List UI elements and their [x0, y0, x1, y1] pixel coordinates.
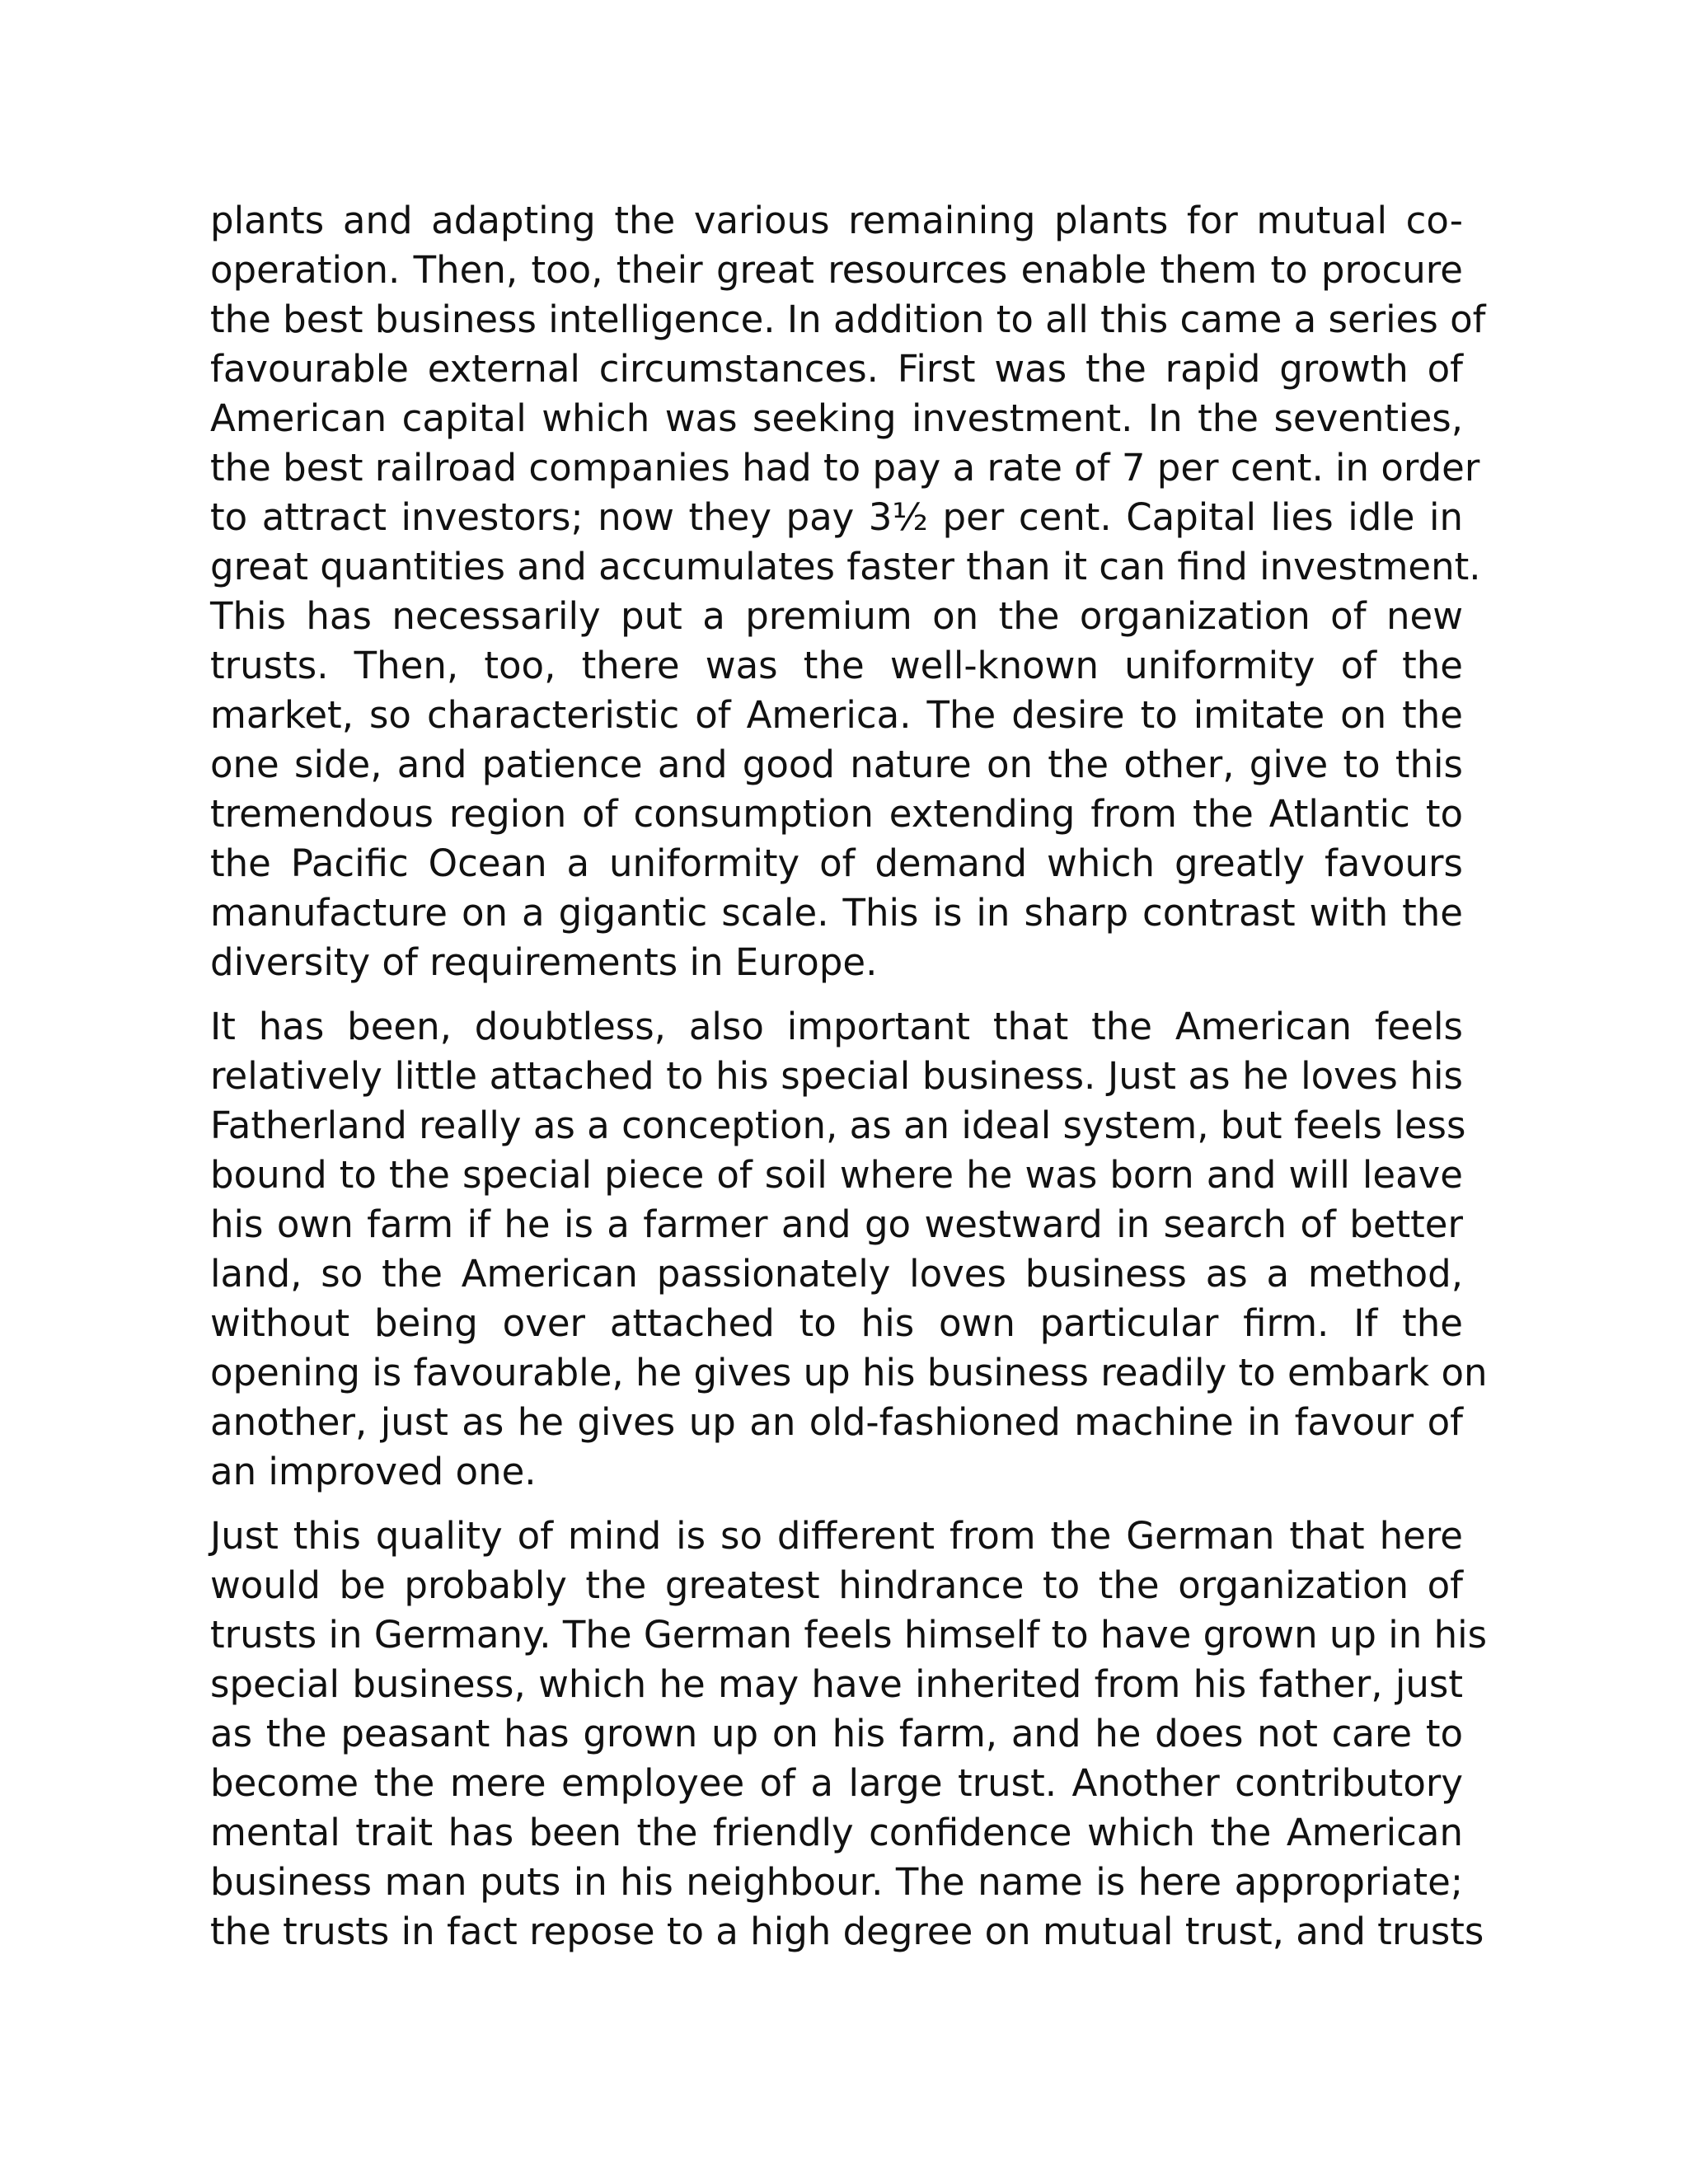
text-line: bound to the special piece of soil where he was born and will leave [210, 1153, 1463, 1197]
text-line: special business, which he may have inherited from his father, just [210, 1662, 1463, 1706]
text-line: Just this quality of mind is so different from the German that here [210, 1514, 1463, 1558]
text-line: tremendous region of consumption extending from the Atlantic to [210, 792, 1463, 836]
text-line: great quantities and accumulates faster than it can find investment. [210, 545, 1481, 588]
text-line: an improved one. [210, 1450, 537, 1493]
paragraph-3 [210, 1511, 1488, 1957]
text-line: one side, and patience and good nature on the other, give to this [210, 743, 1463, 786]
text-line: trusts in Germany. The German feels himself to have grown up in his [210, 1613, 1488, 1657]
text-line: It has been, doubtless, also important that the American feels [210, 1005, 1463, 1048]
text-line: become the mere employee of a large trust. Another contributory [210, 1761, 1463, 1805]
text-line: favourable external circumstances. First was the rapid growth of [210, 347, 1463, 391]
text-line: plants and adapting the various remaining plants for mutual co- [210, 199, 1463, 242]
paragraph-1 [210, 196, 1486, 987]
text-line: manufacture on a gigantic scale. This is in sharp contrast with the [210, 891, 1463, 935]
text-line: Fatherland really as a conception, as an ideal system, but feels less [210, 1104, 1466, 1147]
text-line: operation. Then, too, their great resources enable them to procure [210, 248, 1463, 292]
text-line: to attract investors; now they pay 3½ per cent. Capital lies idle in [210, 495, 1463, 539]
text-line: diversity of requirements in Europe. [210, 940, 878, 984]
text-line: land, so the American passionately loves business as a method, [210, 1252, 1463, 1296]
text-line: mental trait has been the friendly confidence which the American [210, 1811, 1463, 1854]
text-line: the trusts in fact repose to a high degree on mutual trust, and trusts [210, 1910, 1484, 1953]
text-line: relatively little attached to his special business. Just as he loves his [210, 1054, 1463, 1098]
text-line: another, just as he gives up an old-fashioned machine in favour of [210, 1400, 1463, 1444]
text-line: This has necessarily put a premium on the organization of new [210, 594, 1463, 638]
text-line: would be probably the greatest hindrance to the organization of [210, 1563, 1463, 1607]
paragraph-2 [210, 1002, 1488, 1497]
text-line: without being over attached to his own particular firm. If the [210, 1301, 1463, 1345]
text-line: the Pacific Ocean a uniformity of demand which greatly favours [210, 841, 1463, 885]
text-line: the best business intelligence. In addition to all this came a series of [210, 298, 1486, 341]
text-line: trusts. Then, too, there was the well-known uniformity of the [210, 644, 1463, 687]
body-text [210, 196, 1488, 1971]
text-line: opening is favourable, he gives up his business readily to embark on [210, 1351, 1488, 1394]
text-line: his own farm if he is a farmer and go westward in search of better [210, 1202, 1463, 1246]
text-line: American capital which was seeking investment. In the seventies, [210, 396, 1463, 440]
text-line: as the peasant has grown up on his farm, and he does not care to [210, 1712, 1463, 1755]
text-line: the best railroad companies had to pay a rate of 7 per cent. in order [210, 446, 1480, 490]
text-line: business man puts in his neighbour. The name is here appropriate; [210, 1860, 1463, 1904]
text-line: market, so characteristic of America. The desire to imitate on the [210, 693, 1463, 737]
